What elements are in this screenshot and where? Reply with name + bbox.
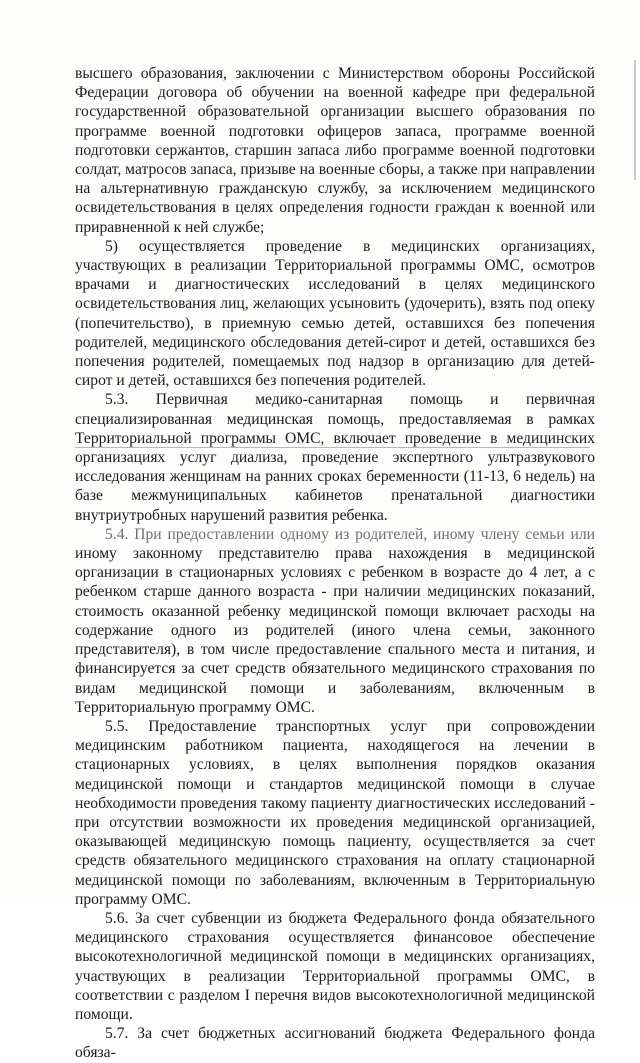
paragraph-5-7: 5.7. За счет бюджетных ассигнований бюджета Федерального фонда обяза-	[75, 1025, 595, 1062]
document-body	[75, 64, 595, 1063]
paragraph-continuation: высшего образования, заключении с Министерством обороны Российской Федерации договора об обучении на военной кафедре при федеральной государственной образовательной организации высшего образования по программе военной подготовки офицеров запаса, программе военной подготовки сержантов, старшин запаса либо программе военной подготовки солдат, матросов запаса, призыве на военные сборы, а также при направлении на альтернативную гражданскую службу, за исключением медицинского освидетельствования в целях определения годности граждан к военной или приравненной к ней службе;	[75, 65, 595, 236]
paragraph-5-6: 5.6. За счет субвенции из бюджета Федерального фонда обязательного медицинского страхования осуществляется финансовое обеспечение высокотехнологичной медицинской помощи в медицинских организациях, участвующих в реализации Территориальной программы ОМС, в соответствии с разделом I перечня видов высокотехнологичной медицинской помощи.	[75, 909, 595, 1023]
paragraph-5-3: 5.3. Первичная медико-санитарная помощь и первичная специализированная медицинская помощь, предоставляемая в рамках Территориальной программы ОМС, включает проведение в медицинских организациях услуг диализа, проведение экспертного ультразвукового исследования женщинам на ранних сроках беременности (11-13, 6 недель) на базе межмуниципальных кабинетов пренатальной диагностики внутриутробных нарушений развития ребенка.	[75, 391, 595, 524]
paragraph-5-5: 5.5. Предоставление транспортных услуг при сопровождении медицинским работником пациента, находящегося на лечении в стационарных условиях, в целях выполнения порядков оказания медицинской помощи и стандартов медицинской помощи в случае необходимости проведения такому пациенту диагностических исследований - при отсутствии возможности их проведения медицинской организацией, оказывающей медицинскую помощь пациенту, осуществляется за счет средств обязательного медицинского страхования на оплату стационарной медицинской помощи по заболеваниям, включенным в Территориальную программу ОМС.	[75, 717, 595, 908]
paragraph-item-5: 5) осуществляется проведение в медицинских организациях, участвующих в реализации Территориальной программы ОМС, осмотров врачами и диагностических исследований в целях медицинского освидетельствования лиц, желающих усыновить (удочерить), взять под опеку (попечительство), в приемную семью детей, оставшихся без попечения родителей, медицинского обследования детей-сирот и детей, оставшихся без попечения родителей, помещаемых под надзор в организацию для детей-сирот и детей, оставшихся без попечения родителей.	[75, 237, 595, 390]
scan-edge-mark	[634, 60, 636, 180]
scan-artifact-line	[75, 447, 590, 448]
paragraph-5-4: 5.4. При предоставлении одному из родителей, иному члену семьи или иному законному представителю права нахождения в медицинской организации в стационарных условиях с ребенком в возрасте до 4 лет, а с ребенком старше данного возраста - при наличии медицинских показаний, стоимость оказанной ребенку медицинской помощи включает расходы на содержание одного из родителей (иного члена семьи, законного представителя), в том числе предоставление спального места и питания, и финансируется за счет средств обязательного медицинского страхования по видам медицинской помощи и заболеваниям, включенным в Территориальную программу ОМС.	[75, 525, 595, 716]
